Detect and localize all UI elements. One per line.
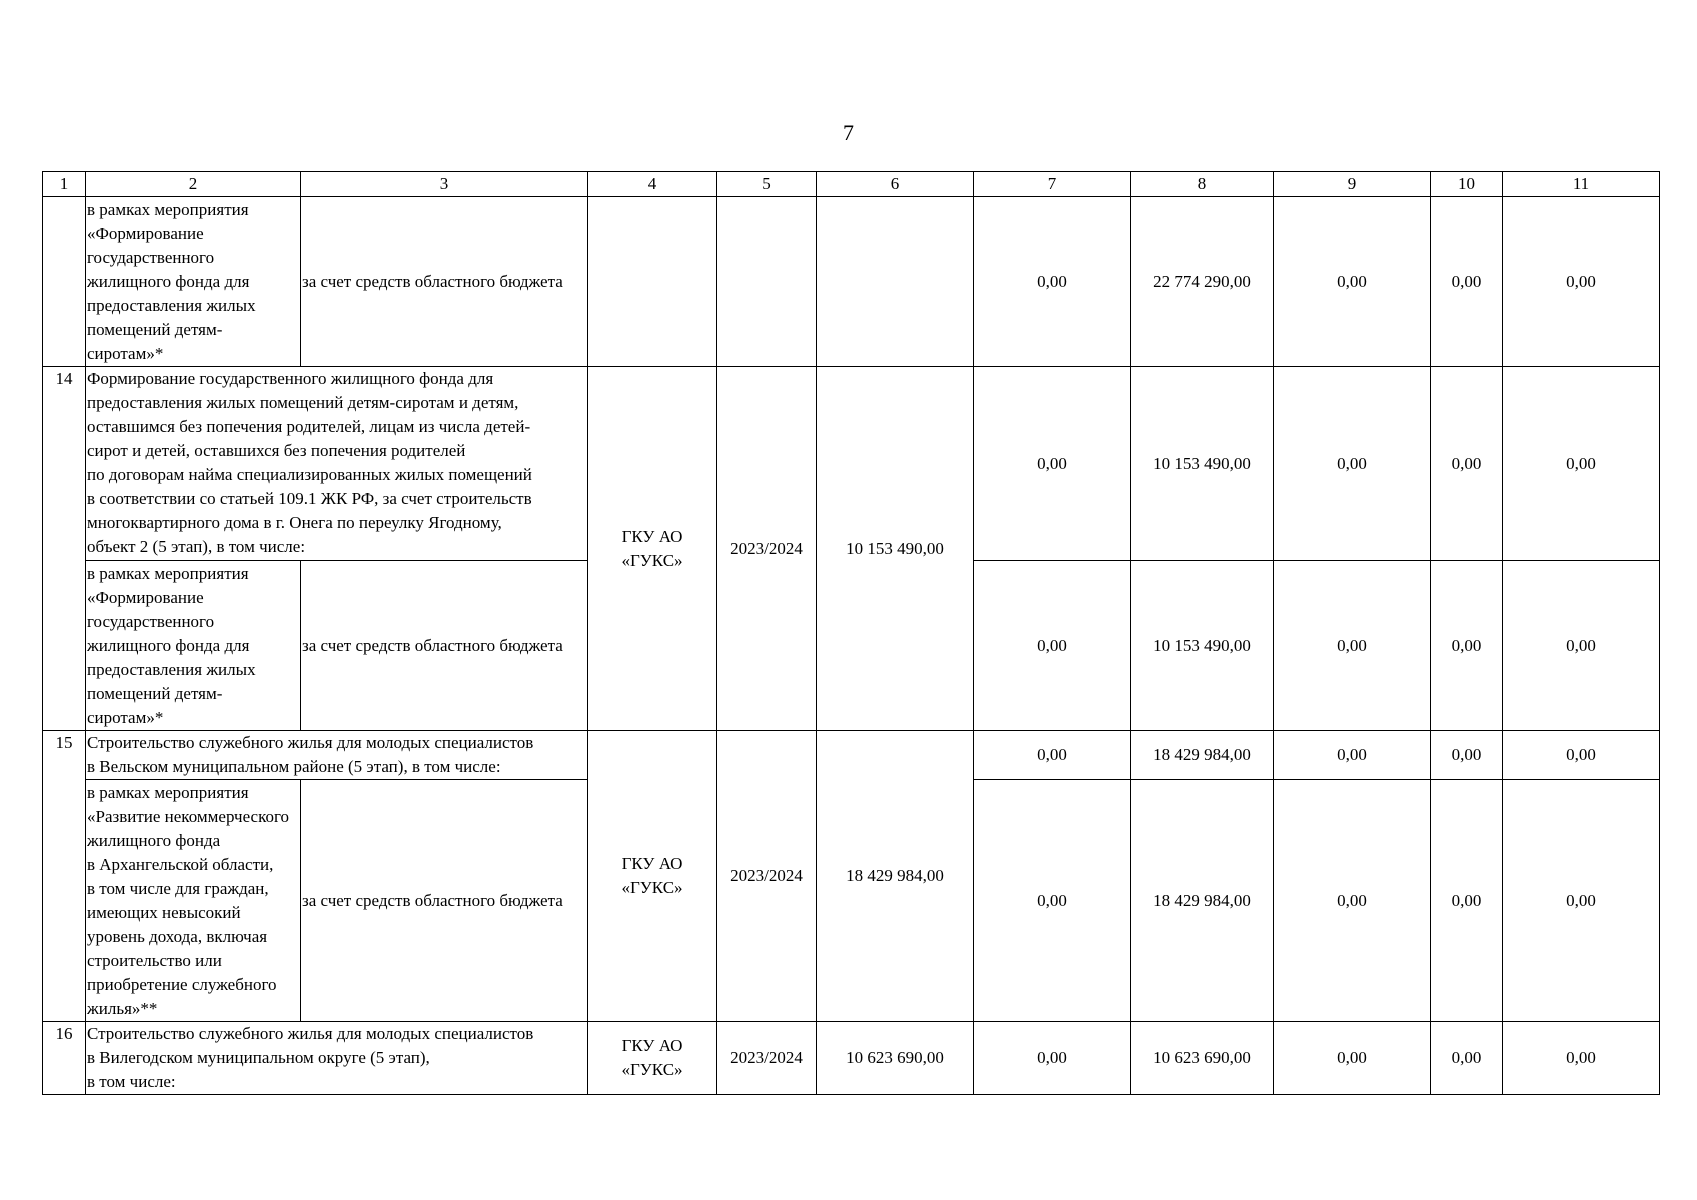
cost-cell: 10 623 690,00 [817,1022,974,1095]
activity-cell: в рамках мероприятия «Формирование государственного жилищного фонда для предоставления жилых помещений детям- сиротам»* [86,561,301,731]
cost-cell: 18 429 984,00 [817,731,974,1022]
table-row [43,367,1660,561]
column-header: 2 [86,172,301,197]
value-cell: 0,00 [1503,1022,1660,1095]
funding-source-cell: за счет средств областного бюджета [301,561,588,731]
period-cell: 2023/2024 [717,731,817,1022]
activity-cell: Строительство служебного жилья для молодых специалистов в Вилегодском муниципальном округе (5 этап), в том числе: [86,1022,588,1095]
value-cell: 10 153 490,00 [1131,367,1274,561]
value-cell: 0,00 [974,731,1131,780]
row-number-cell [43,197,86,367]
column-header: 1 [43,172,86,197]
value-cell: 0,00 [1274,780,1431,1022]
column-header: 9 [1274,172,1431,197]
page-number: 7 [843,120,854,145]
value-cell: 0,00 [974,367,1131,561]
row-number-cell: 15 [43,731,86,1022]
column-header: 11 [1503,172,1660,197]
cost-cell [817,197,974,367]
value-cell: 0,00 [1503,367,1660,561]
value-cell: 0,00 [1431,1022,1503,1095]
header-row [43,172,1660,197]
table-row [43,1022,1660,1095]
value-cell: 0,00 [1431,731,1503,780]
value-cell: 0,00 [1431,367,1503,561]
table-row [43,731,1660,780]
value-cell: 0,00 [974,197,1131,367]
value-cell: 0,00 [1503,780,1660,1022]
value-cell: 0,00 [1431,780,1503,1022]
funding-source-cell: за счет средств областного бюджета [301,780,588,1022]
value-cell: 18 429 984,00 [1131,780,1274,1022]
column-header: 10 [1431,172,1503,197]
value-cell: 0,00 [1503,197,1660,367]
value-cell: 10 153 490,00 [1131,561,1274,731]
executor-cell: ГКУ АО «ГУКС» [588,367,717,731]
value-cell: 0,00 [974,561,1131,731]
activity-cell: в рамках мероприятия «Развитие некоммерческого жилищного фонда в Архангельской области, в том числе для граждан, имеющих невысокий уровень дохода, включая строительство или приобретение служебного жилья»** [86,780,301,1022]
row-number-cell: 16 [43,1022,86,1095]
value-cell: 0,00 [974,780,1131,1022]
column-header: 3 [301,172,588,197]
value-cell: 18 429 984,00 [1131,731,1274,780]
period-cell: 2023/2024 [717,1022,817,1095]
activity-cell: в рамках мероприятия «Формирование государственного жилищного фонда для предоставления жилых помещений детям- сиротам»* [86,197,301,367]
column-header: 8 [1131,172,1274,197]
column-header: 6 [817,172,974,197]
value-cell: 0,00 [1431,197,1503,367]
budget-table [42,171,1660,1095]
value-cell: 0,00 [1274,731,1431,780]
column-header: 5 [717,172,817,197]
value-cell: 0,00 [1503,561,1660,731]
funding-source-cell: за счет средств областного бюджета [301,197,588,367]
value-cell: 0,00 [1503,731,1660,780]
row-number-cell: 14 [43,367,86,731]
value-cell: 10 623 690,00 [1131,1022,1274,1095]
value-cell: 0,00 [1274,367,1431,561]
activity-cell: Формирование государственного жилищного фонда для предоставления жилых помещений детям-сиротам и детям, оставшимся без попечения родителей, лицам из числа детей- сирот и детей, оставшихся без попечения родителей по договорам найма специализированных жилых помещений в соответствии со статьей 109.1 ЖК РФ, за счет строительств многоквартирного дома в г. Онега по переулку Ягодному, объект 2 (5 этап), в том числе: [86,367,588,561]
value-cell: 0,00 [974,1022,1131,1095]
value-cell: 0,00 [1274,197,1431,367]
column-header: 4 [588,172,717,197]
executor-cell: ГКУ АО «ГУКС» [588,1022,717,1095]
value-cell: 22 774 290,00 [1131,197,1274,367]
activity-cell: Строительство служебного жилья для молодых специалистов в Вельском муниципальном районе (5 этап), в том числе: [86,731,588,780]
value-cell: 0,00 [1274,561,1431,731]
executor-cell [588,197,717,367]
value-cell: 0,00 [1431,561,1503,731]
table-row [43,197,1660,367]
value-cell: 0,00 [1274,1022,1431,1095]
period-cell: 2023/2024 [717,367,817,731]
cost-cell: 10 153 490,00 [817,367,974,731]
period-cell [717,197,817,367]
executor-cell: ГКУ АО «ГУКС» [588,731,717,1022]
column-header: 7 [974,172,1131,197]
